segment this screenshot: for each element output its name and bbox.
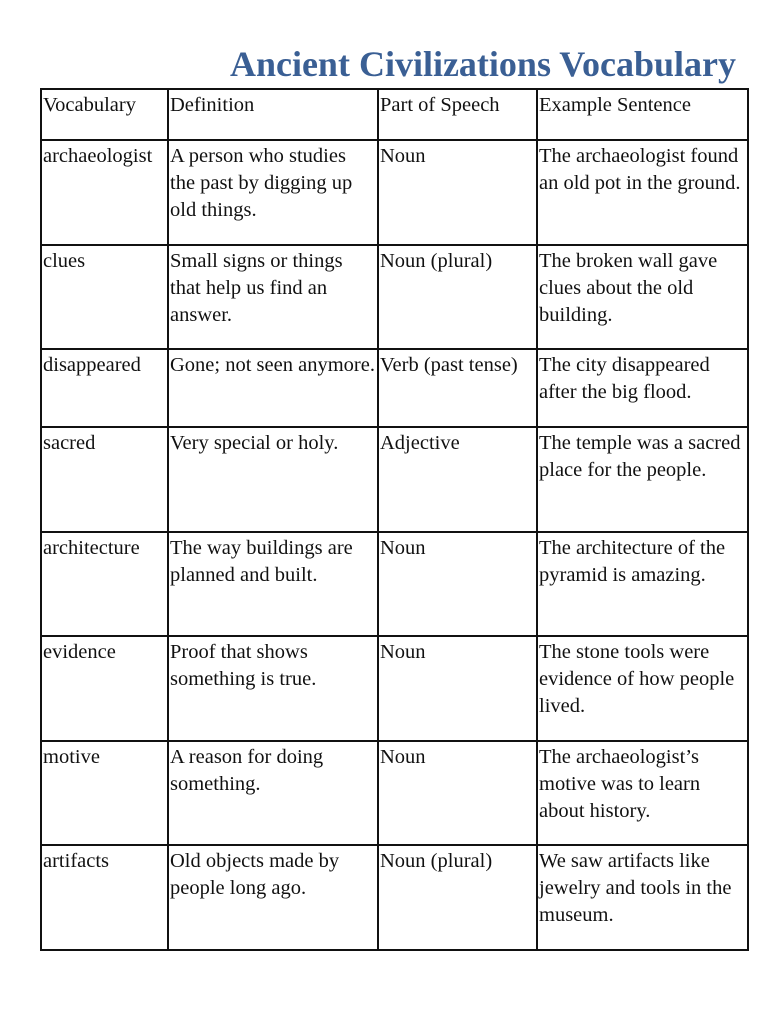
vocab-word: architecture [41, 532, 168, 637]
header-part-of-speech: Part of Speech [378, 89, 537, 140]
vocab-example: The archaeologist’s motive was to learn about history. [537, 741, 748, 846]
header-definition: Definition [168, 89, 378, 140]
header-vocabulary: Vocabulary [41, 89, 168, 140]
vocabulary-table [40, 88, 749, 951]
vocab-example: The archaeologist found an old pot in the ground. [537, 140, 748, 245]
vocab-word: disappeared [41, 349, 168, 427]
table-row [41, 140, 748, 245]
vocab-word: archaeologist [41, 140, 168, 245]
table-row [41, 532, 748, 637]
header-example-sentence: Example Sentence [537, 89, 748, 140]
vocab-word: clues [41, 245, 168, 350]
vocab-example: The temple was a sacred place for the people. [537, 427, 748, 532]
vocab-example: The city disappeared after the big flood. [537, 349, 748, 427]
vocab-example: We saw artifacts like jewelry and tools in the museum. [537, 845, 748, 950]
vocab-definition: The way buildings are planned and built. [168, 532, 378, 637]
table-row [41, 741, 748, 846]
vocab-part-of-speech: Noun [378, 741, 537, 846]
vocab-part-of-speech: Noun (plural) [378, 845, 537, 950]
vocab-part-of-speech: Noun (plural) [378, 245, 537, 350]
table-row [41, 845, 748, 950]
vocab-word: sacred [41, 427, 168, 532]
vocab-example: The stone tools were evidence of how people lived. [537, 636, 748, 741]
vocab-definition: A person who studies the past by digging up old things. [168, 140, 378, 245]
vocab-example: The architecture of the pyramid is amazing. [537, 532, 748, 637]
vocab-example: The broken wall gave clues about the old building. [537, 245, 748, 350]
document-title: Ancient Civilizations Vocabulary [229, 44, 736, 84]
vocab-part-of-speech: Noun [378, 532, 537, 637]
table-header-row [41, 89, 748, 140]
table-row [41, 636, 748, 741]
vocab-part-of-speech: Noun [378, 636, 537, 741]
vocab-part-of-speech: Verb (past tense) [378, 349, 537, 427]
vocab-definition: Very special or holy. [168, 427, 378, 532]
table-row [41, 427, 748, 532]
vocab-definition: Old objects made by people long ago. [168, 845, 378, 950]
table-row [41, 245, 748, 350]
vocab-word: artifacts [41, 845, 168, 950]
vocab-word: motive [41, 741, 168, 846]
vocab-definition: Gone; not seen anymore. [168, 349, 378, 427]
vocab-definition: A reason for doing something. [168, 741, 378, 846]
vocab-definition: Small signs or things that help us find an answer. [168, 245, 378, 350]
vocab-word: evidence [41, 636, 168, 741]
vocab-part-of-speech: Adjective [378, 427, 537, 532]
vocab-definition: Proof that shows something is true. [168, 636, 378, 741]
vocab-part-of-speech: Noun [378, 140, 537, 245]
table-row [41, 349, 748, 427]
